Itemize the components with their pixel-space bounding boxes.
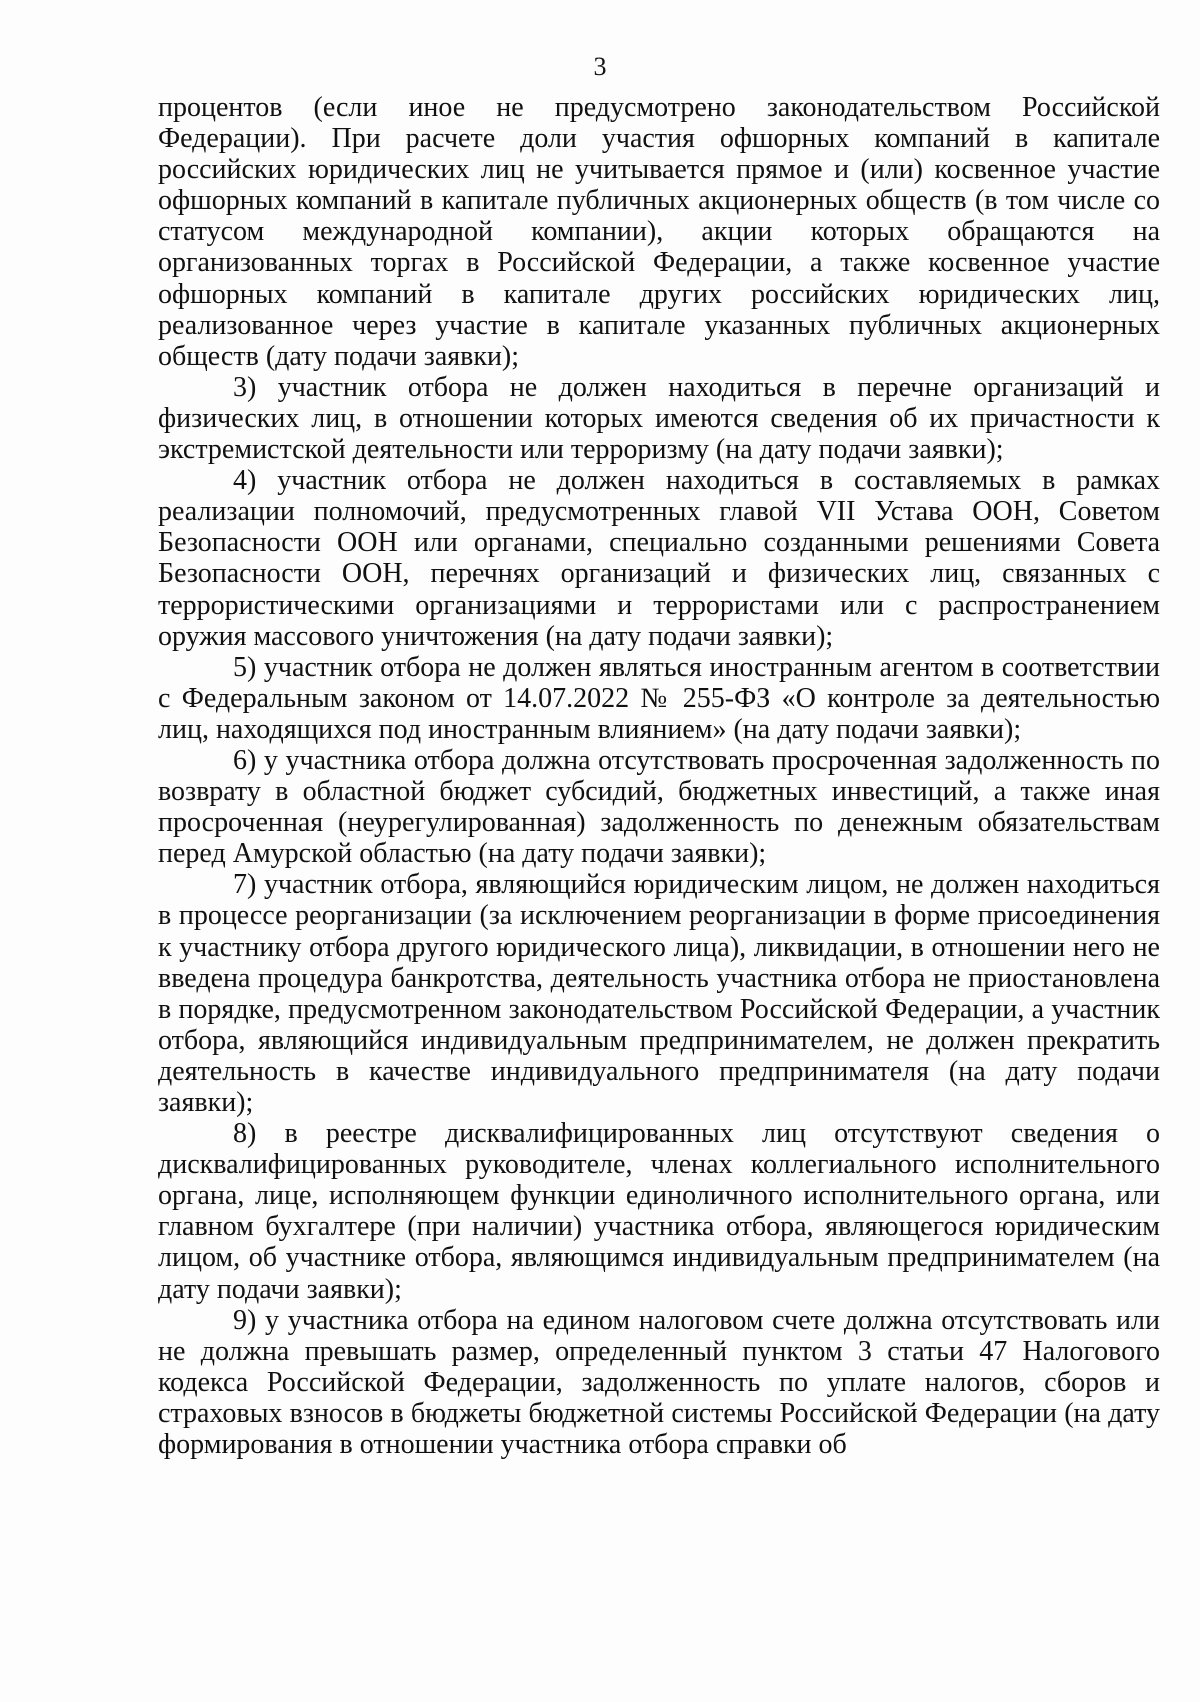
paragraph-item-9: 9) у участника отбора на едином налоговом счете должна отсутствовать или не должна превышать размер, определенный пунктом 3 статьи 47 Налогового кодекса Российской Федерации, задолженность по уплате налогов, сборов и страховых взносов в бюджеты бюджетной системы Российской Федерации (на дату формирования в отношении участника отбора справки об [158,1304,1160,1461]
paragraph-item-5: 5) участник отбора не должен являться иностранным агентом в соответствии с Федеральным законом от 14.07.2022 № 255-ФЗ «О контроле за деятельностью лиц, находящихся под иностранным влиянием» (на дату подачи заявки); [158,651,1160,745]
paragraph-item-4: 4) участник отбора не должен находиться в составляемых в рамках реализации полномочий, предусмотренных главой VII Устава ООН, Советом Безопасности ООН или органами, специально созданными решениями Совета Безопасности ООН, перечнях организаций и физических лиц, связанных с террористическими организациями и террористами или с распространением оружия массового уничтожения (на дату подачи заявки); [158,465,1160,652]
paragraph-item-8: 8) в реестре дисквалифицированных лиц отсутствуют сведения о дисквалифицированных руководителе, членах коллегиального исполнительного органа, лице, исполняющем функции единоличного исполнительного органа, или главном бухгалтере (при наличии) участника отбора, являющегося юридическим лицом, об участнике отбора, являющимся индивидуальным предпринимателем (на дату подачи заявки); [158,1118,1160,1305]
paragraph-item-7: 7) участник отбора, являющийся юридическим лицом, не должен находиться в процессе реорганизации (за исключением реорганизации в форме присоединения к участнику отбора другого юридического лица), ликвидации, в отношении него не введена процедура банкротства, деятельность участника отбора не приостановлена в порядке, предусмотренном законодательством Российской Федерации, а участник отбора, являющийся индивидуальным предпринимателем, не должен прекратить деятельность в качестве индивидуального предпринимателя (на дату подачи заявки); [158,869,1160,1118]
paragraph-item-6: 6) у участника отбора должна отсутствовать просроченная задолженность по возврату в областной бюджет субсидий, бюджетных инвестиций, а также иная просроченная (неурегулированная) задолженность по денежным обязательствам перед Амурской областью (на дату подачи заявки); [158,744,1160,870]
page-number: 3 [593,52,607,81]
paragraph-continuation: процентов (если иное не предусмотрено законодательством Российской Федерации). При расчете доли участия офшорных компаний в капитале российских юридических лиц не учитывается прямое и (или) косвенное участие офшорных компаний в капитале публичных акционерных обществ (в том числе со статусом международной компании), акции которых обращаются на организованных торгах в Российской Федерации, а также косвенное участие офшорных компаний в капитале других российских юридических лиц, реализованное через участие в капитале указанных публичных акционерных обществ (дату подачи заявки); [158,92,1160,372]
document-body [158,92,1160,1460]
paragraph-item-3: 3) участник отбора не должен находиться в перечне организаций и физических лиц, в отношении которых имеются сведения об их причастности к экстремистской деятельности или терроризму (на дату подачи заявки); [158,371,1160,466]
